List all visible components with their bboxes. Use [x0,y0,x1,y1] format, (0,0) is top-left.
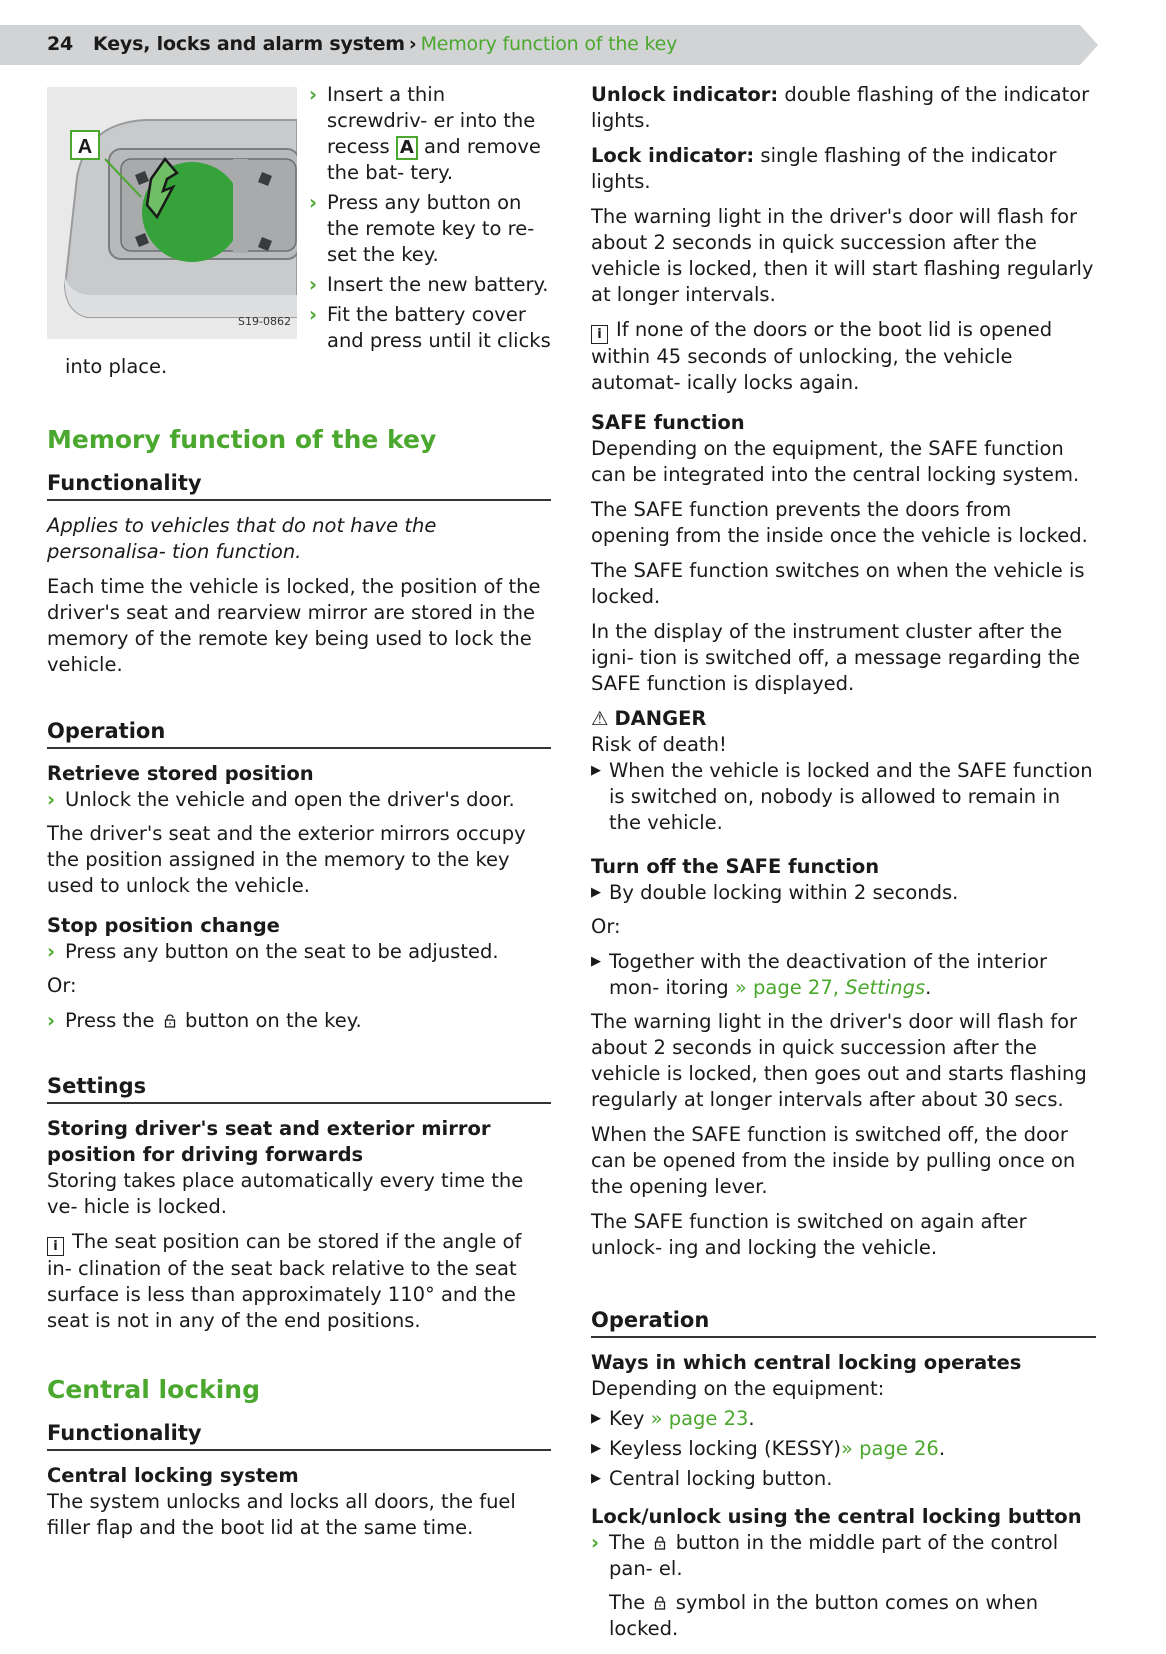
danger-heading [591,706,1096,732]
battery-step-4 [309,302,551,354]
triangle-bullet-icon: ▶ [591,885,601,900]
bullet-text: When the vehicle is locked and the SAFE function is switched on, nobody is allowed to remain in the vehicle. [609,759,1093,834]
bullet-text: Keyless locking (KESSY) [609,1437,841,1460]
triangle-bullet-icon: ▶ [591,763,601,778]
turn-off-p3: The SAFE function is switched on again after unlock- ing and locking the vehicle. [591,1210,1027,1259]
info-text: The seat position can be stored if the angle of in- clination of the seat back relative to the seat surface is less than approximately 110° and the seat is not in any of the end positions. [47,1230,522,1332]
warning-light-text: The warning light in the driver's door will flash for about 2 seconds in quick succession after the vehicle is locked, then it will start flashing regularly at longer intervals. [591,205,1094,306]
chevron-right-icon: › [591,1531,600,1554]
step-text: button on the key. [184,1009,362,1032]
chevron-right-icon: › [309,273,318,296]
note-text: symbol in the button comes on when locked. [609,1591,1039,1640]
subheading-lock-unlock-button: Lock/unlock using the central locking button [591,1505,1082,1528]
chevron-right-icon: › [309,191,318,214]
step-text: Unlock the vehicle and open the driver's door. [65,788,515,811]
recess-label-a: A [396,136,418,160]
lock-indicator [591,143,1096,195]
step-text: The [609,1531,646,1554]
retrieve-step [47,787,551,813]
battery-step-4-continuation: into place. [65,355,168,378]
battery-figure-block [47,82,551,354]
danger-box [591,706,1096,836]
link-text: » page 27, [734,976,839,999]
link-target: Settings [845,976,926,999]
functionality-body: Each time the vehicle is locked, the position of the driver's seat and rearview mirror are stored in the memory of the remote key being used to lock the vehicle. [47,575,541,676]
section-title-central-locking: Central locking [47,1375,260,1404]
bullet-text: Central locking button. [609,1467,833,1490]
ways-item-key [591,1406,1096,1432]
punctuation: . [748,1407,755,1430]
punctuation: . [925,976,932,999]
turn-off-bullet-2 [591,949,1096,1001]
lock-indicator-label: Lock indicator: [591,144,755,167]
info-text: If none of the doors or the boot lid is opened within 45 seconds of unlocking, the vehicle automat- ically locks again. [591,318,1053,394]
applicability-note: Applies to vehicles that do not have the personalisa- tion function. [47,514,437,563]
chevron-right-icon: › [309,303,318,326]
breadcrumb-current-section: Memory function of the key [420,33,678,55]
step-text: and remove the bat- tery. [327,135,541,184]
chevron-right-icon: › [47,1009,56,1032]
or-text: Or: [591,915,621,938]
page-number: 24 [47,33,74,55]
chevron-right-icon: › [47,788,56,811]
page-26-link[interactable]: » page 26 [841,1437,939,1460]
info-icon: i [591,325,608,344]
subheading-ways-central-locking: Ways in which central locking operates [591,1351,1022,1374]
chevron-right-icon: › [47,940,56,963]
breadcrumb-chapter: Keys, locks and alarm system [93,33,405,55]
danger-label: DANGER [614,707,707,730]
settings-body: Storing takes place automatically every time the ve- hicle is locked. [47,1169,524,1218]
bullet-text: By double locking within 2 seconds. [609,881,959,904]
step-text: Insert the new battery. [327,273,549,296]
relock-info-note [591,317,1096,396]
unlock-indicator [591,82,1096,134]
subheading-central-locking-system: Central locking system [47,1464,299,1487]
lock-icon [654,1536,666,1550]
heading-settings: Settings [47,1072,551,1104]
battery-step-2 [309,190,551,268]
running-header [47,33,677,55]
battery-step-3 [309,272,551,298]
step-text: Press the [65,1009,155,1032]
turn-off-bullet-1 [591,880,1096,906]
ways-intro: Depending on the equipment: [591,1377,885,1400]
retrieve-body: The driver's seat and the exterior mirrors occupy the position assigned in the memory to the key used to unlock the vehicle. [47,822,526,897]
chevron-right-icon: › [309,83,318,106]
right-column [591,82,1096,1651]
note-text: The [609,1591,646,1614]
unlock-icon [164,1014,176,1028]
lock-symbol-note [591,1590,1096,1642]
subheading-storing-position: Storing driver's seat and exterior mirror position for driving forwards [47,1117,491,1166]
unlock-indicator-text: double flashing of the indicator lights. [591,83,1090,132]
key-battery-diagram-icon [47,87,297,339]
section-title-memory-function: Memory function of the key [47,425,437,454]
lock-icon [654,1596,666,1610]
step-text: Insert a thin screwdriv- er into the recess [327,83,536,158]
danger-bullet [591,758,1096,836]
unlock-indicator-label: Unlock indicator: [591,83,779,106]
heading-operation-central: Operation [591,1306,1096,1338]
step-text: button in the middle part of the control pan- el. [609,1531,1059,1580]
stop-step-2 [47,1008,551,1034]
subheading-safe-function: SAFE function [591,411,745,434]
breadcrumb-separator: › [408,33,417,55]
turn-off-p1: The warning light in the driver's door will flash for about 2 seconds in quick succession after the vehicle is locked, then goes out and starts flashing regularly at longer intervals after about 30 secs. [591,1010,1087,1111]
heading-operation: Operation [47,717,551,749]
battery-steps [309,82,551,358]
subheading-retrieve-stored-position: Retrieve stored position [47,762,314,785]
step-text: Fit the battery cover and press until it clicks [327,303,551,352]
bullet-text: Key [609,1407,645,1430]
bullet-text: Together with the deactivation of the interior mon- itoring [609,950,1048,999]
svg-text:A: A [77,136,93,158]
triangle-bullet-icon: ▶ [591,954,601,969]
safe-p3: The SAFE function switches on when the vehicle is locked. [591,559,1085,608]
step-text: Press any button on the seat to be adjusted. [65,940,499,963]
punctuation: . [938,1437,946,1460]
or-text: Or: [47,974,77,997]
warning-triangle-icon: ⚠ [591,707,609,730]
central-locking-body: The system unlocks and locks all doors, the fuel filler flap and the boot lid at the same time. [47,1490,516,1539]
header-arrow-shape [1080,25,1098,65]
ways-item-kessy [591,1436,1096,1462]
safe-p1: Depending on the equipment, the SAFE function can be integrated into the central locking system. [591,437,1080,486]
safe-p4: In the display of the instrument cluster after the igni- tion is switched off, a message regarding the SAFE function is displayed. [591,620,1081,695]
turn-off-p2: When the SAFE function is switched off, the door can be opened from the inside by pulling once on the opening lever. [591,1123,1076,1198]
safe-p2: The SAFE function prevents the doors from opening from the inside once the vehicle is locked. [591,498,1088,547]
key-battery-illustration [47,87,297,339]
heading-functionality: Functionality [47,469,551,501]
lock-indicator-text: single flashing of the indicator lights. [591,144,1057,193]
heading-functionality-central: Functionality [47,1419,551,1451]
left-column [47,82,551,1550]
lock-button-step [591,1530,1096,1582]
triangle-bullet-icon: ▶ [591,1471,601,1486]
page-23-link[interactable]: » page 23 [650,1407,749,1430]
page-27-link[interactable] [735,976,925,999]
step-text: Press any button on the remote key to re- set the key. [327,191,535,266]
triangle-bullet-icon: ▶ [591,1441,601,1456]
subheading-turn-off-safe: Turn off the SAFE function [591,855,880,878]
subheading-stop-position-change: Stop position change [47,914,280,937]
danger-subtitle: Risk of death! [591,733,727,756]
stop-step-1 [47,939,551,965]
settings-info-note [47,1229,551,1334]
info-icon: i [47,1237,64,1256]
triangle-bullet-icon: ▶ [591,1411,601,1426]
ways-item-central-button [591,1466,1096,1492]
battery-step-1 [309,82,551,186]
figure-code: S19-0862 [238,315,291,328]
